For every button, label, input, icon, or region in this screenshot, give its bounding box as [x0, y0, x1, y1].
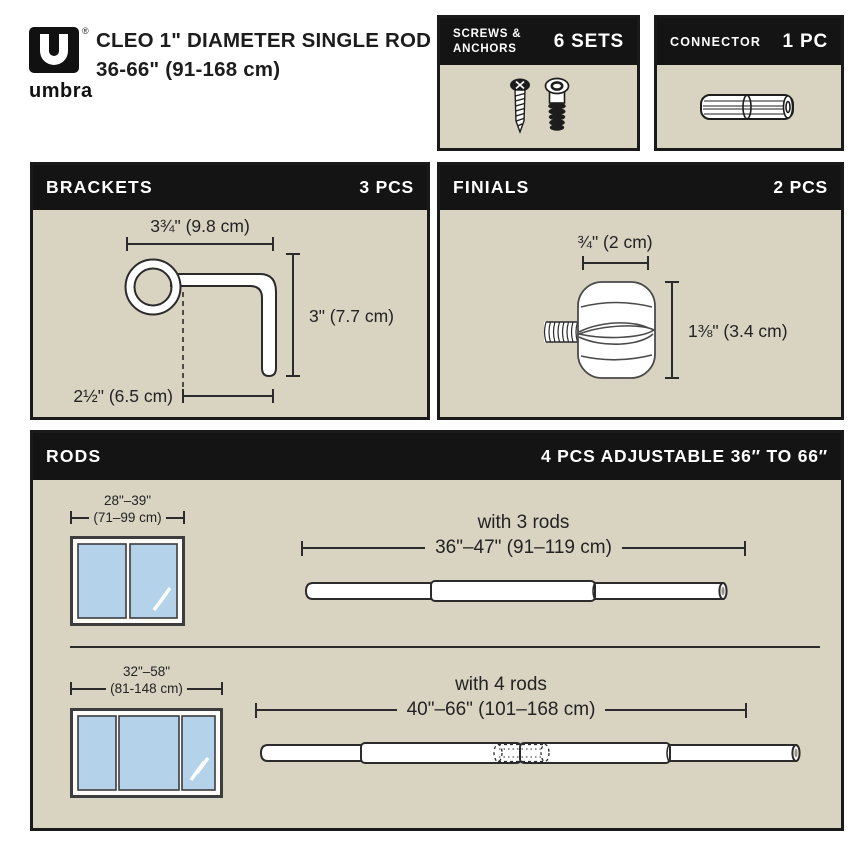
title-line-2: 36-66" (91-168 cm) — [96, 58, 281, 81]
bracket-height-dim: 3" (7.7 cm) — [309, 306, 394, 326]
screws-qty: 6 SETS — [553, 30, 624, 52]
finials-body — [440, 210, 841, 425]
window2-range-cm: (81-148 cm) — [110, 681, 183, 696]
connector-icon — [697, 87, 801, 127]
umbra-logo-icon — [28, 24, 90, 74]
rod-3-piece-icon — [303, 578, 733, 604]
connector-panel — [654, 15, 844, 151]
row-divider — [70, 646, 820, 648]
rods-qty: 4 PCS ADJUSTABLE 36″ TO 66″ — [540, 446, 828, 466]
finial-height-dim: 1⅜" (3.4 cm) — [688, 321, 788, 341]
umbra-wordmark: umbra — [29, 80, 93, 102]
finial-width-dim: ¾" (2 cm) — [577, 232, 653, 252]
screws-anchors-body — [440, 65, 637, 148]
brackets-body — [33, 210, 427, 425]
finials-header — [440, 165, 841, 210]
rod2-dimension — [255, 674, 747, 721]
window2-dimension — [70, 664, 223, 696]
brackets-title: BRACKETS — [46, 177, 153, 197]
window-2-pane-icon — [70, 536, 185, 626]
bracket-diagram — [33, 210, 427, 420]
rod1-range: 36"–47" (91–119 cm) — [435, 537, 612, 558]
bracket-width-dim: 3¾" (9.8 cm) — [150, 216, 250, 236]
finials-qty: 2 PCS — [773, 177, 828, 197]
rod2-range: 40"–66" (101–168 cm) — [406, 699, 596, 720]
window1-dimension — [70, 493, 185, 525]
screw-icon — [508, 77, 532, 137]
finials-panel — [437, 162, 844, 420]
brackets-header — [33, 165, 427, 210]
connector-qty: 1 PC — [782, 30, 828, 52]
bracket-depth-dim: 2½" (6.5 cm) — [73, 386, 173, 406]
connector-title: CONNECTOR — [670, 34, 762, 49]
brackets-panel — [30, 162, 430, 420]
window-3-pane-icon — [70, 708, 223, 798]
umbra-logo — [28, 24, 93, 103]
rods-header — [33, 433, 841, 480]
title-line-1: CLEO 1" DIAMETER SINGLE ROD — [96, 29, 432, 52]
finials-title: FINIALS — [453, 177, 530, 197]
anchor-icon — [544, 77, 570, 137]
rod2-label: with 4 rods — [455, 674, 547, 695]
screws-anchors-panel — [437, 15, 640, 151]
rod-4-piece-icon — [258, 740, 803, 766]
connector-body — [657, 65, 841, 148]
window2-range-inches: 32"–58" — [122, 664, 171, 679]
window1-range-inches: 28"–39" — [103, 493, 152, 508]
rod1-dimension — [301, 512, 746, 559]
connector-header — [657, 18, 841, 65]
page-title — [96, 26, 431, 84]
window1-range-cm: (71–99 cm) — [93, 510, 162, 525]
registered-mark: ® — [82, 26, 89, 36]
screws-anchors-header — [440, 18, 637, 65]
rods-body — [33, 480, 841, 828]
rods-panel — [30, 430, 844, 831]
rod1-label: with 3 rods — [477, 512, 570, 533]
finial-diagram — [440, 210, 842, 420]
screws-anchors-title: SCREWS & ANCHORS — [453, 27, 522, 55]
brackets-qty: 3 PCS — [359, 177, 414, 197]
rods-title: RODS — [46, 446, 102, 466]
